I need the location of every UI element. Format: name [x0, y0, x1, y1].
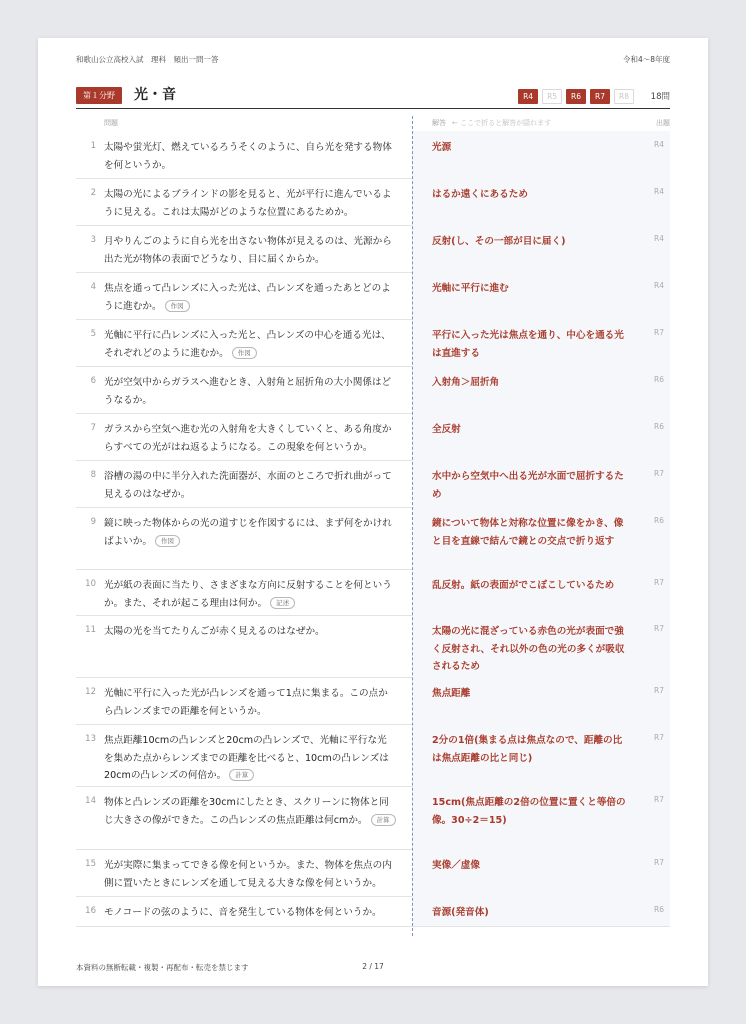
question-number: 8 — [90, 470, 96, 480]
copyright-notice: 本資料の無断転載・複製・再配布・転売を禁じます — [76, 963, 249, 972]
question-text-cell — [104, 468, 396, 503]
table-row — [76, 413, 670, 461]
question-text: ガラスから空気へ進む光の入射角を大きくしていくと、ある角度からすべての光がはね返るようになる。この現象を何というか。 — [104, 424, 392, 453]
page-number: 2 / 17 — [362, 962, 384, 971]
question-number: 10 — [85, 579, 96, 589]
question-number: 15 — [85, 859, 96, 869]
question-text: 光が実際に集まってできる像を何というか。また、物体を焦点の内側に置いたときにレンズを通して見える大きな像を何というか。 — [104, 860, 392, 889]
exam-year: R7 — [654, 686, 664, 695]
exam-year: R4 — [654, 140, 664, 149]
question-text: 光が空気中からガラスへ進むとき、入射角と屈折角の大小関係はどうなるか。 — [104, 377, 392, 406]
table-row — [76, 896, 670, 927]
table-row — [76, 849, 670, 897]
question-text: 月やりんごのように自ら光を出さない物体が見えるのは、光源から出た光が物体の表面でどうなり、目に届くからか。 — [104, 236, 392, 265]
exam-year: R7 — [654, 624, 664, 633]
question-number: 12 — [85, 687, 96, 697]
exam-year: R4 — [654, 234, 664, 243]
question-text-cell — [104, 904, 396, 922]
answer-text: 乱反射。紙の表面がでこぼこしているため — [432, 580, 615, 591]
answer-text: はるか遠くにあるため — [432, 189, 528, 200]
fold-hint: ← ここで折ると解答が隠れます — [452, 119, 552, 127]
answer-text: 入射角＞屈折角 — [432, 377, 500, 388]
table-row — [76, 460, 670, 508]
exam-year: R7 — [654, 733, 664, 742]
year-tag-r6: R6 — [566, 89, 586, 104]
question-number: 3 — [90, 235, 96, 245]
column-header-answer-label: 解答 — [432, 119, 446, 127]
table-row — [76, 677, 670, 725]
question-number: 2 — [90, 188, 96, 198]
question-text-cell — [104, 374, 396, 409]
question-text: 焦点距離10cmの凸レンズと20cmの凸レンズで、光軸に平行な光を集めた点からレンズまでの距離を比べると、10cmの凸レンズは20cmの凸レンズの何倍か。 — [104, 735, 389, 781]
answer-text: 実像／虚像 — [432, 860, 480, 871]
answer-text: 水中から空気中へ出る光が水面で屈折するため — [432, 471, 624, 500]
table-row — [76, 272, 670, 320]
question-text-cell — [104, 515, 396, 550]
table-row — [76, 131, 670, 179]
table-row — [76, 366, 670, 414]
answer-text: 全反射 — [432, 424, 461, 435]
year-tag-r5: R5 — [542, 89, 562, 104]
exam-year: R7 — [654, 469, 664, 478]
question-text-cell — [104, 794, 396, 829]
answer-text: 音源(発音体) — [432, 907, 489, 918]
column-header-answer — [432, 118, 551, 128]
question-number: 1 — [90, 141, 96, 151]
answer-text: 反射(し、その一部が目に届く) — [432, 236, 566, 247]
question-text: 光軸に平行に凸レンズに入った光と、凸レンズの中心を通る光は、それぞれどのように進むか。 — [104, 330, 391, 359]
exam-year: R6 — [654, 905, 664, 914]
question-text: 物体と凸レンズの距離を30cmにしたとき、スクリーンに物体と同じ大きさの像ができた。この凸レンズの焦点距離は何cmか。 — [104, 797, 389, 826]
question-text-cell — [104, 186, 396, 221]
question-type-tag: 計算 — [371, 814, 396, 826]
table-row — [76, 569, 670, 616]
question-text-cell — [104, 577, 396, 612]
question-text: 光が紙の表面に当たり、さまざまな方向に反射することを何というか。また、それが起こる理由は何か。 — [104, 580, 392, 609]
question-type-tag: 作図 — [155, 535, 180, 547]
question-count: 18問 — [650, 92, 670, 102]
table-row — [76, 319, 670, 367]
answer-text: 平行に入った光は焦点を通り、中心を通る光は直進する — [432, 330, 624, 359]
question-text-cell — [104, 623, 396, 641]
question-text-cell — [104, 233, 396, 268]
exam-year: R6 — [654, 516, 664, 525]
question-text: モノコードの弦のように、音を発生している物体を何というか。 — [104, 907, 382, 918]
document-header-years: 令和4～8年度 — [622, 55, 670, 64]
question-text: 焦点を通って凸レンズに入った光は、凸レンズを通ったあとどのように進むか。 — [104, 283, 391, 312]
table-row — [76, 724, 670, 787]
question-text-cell — [104, 280, 396, 315]
question-text-cell — [104, 857, 396, 892]
question-number: 9 — [90, 517, 96, 527]
worksheet-page — [38, 38, 708, 986]
exam-year: R7 — [654, 328, 664, 337]
column-header-question — [104, 118, 118, 128]
question-text: 太陽の光によるブラインドの影を見ると、光が平行に進んでいるように見える。これは太陽がどのような位置にあるためか。 — [104, 189, 392, 218]
question-number: 4 — [90, 282, 96, 292]
question-type-tag: 計算 — [229, 769, 254, 781]
table-row — [76, 178, 670, 226]
fold-line — [412, 116, 413, 936]
question-text-cell — [104, 732, 396, 785]
exam-year: R7 — [654, 578, 664, 587]
year-tags — [518, 89, 634, 104]
exam-year: R4 — [654, 187, 664, 196]
exam-year: R4 — [654, 281, 664, 290]
question-type-tag: 作図 — [165, 300, 190, 312]
question-text: 太陽や蛍光灯、燃えているろうそくのように、自ら光を発する物体を何というか。 — [104, 142, 392, 171]
section-title: 光・音 — [134, 87, 176, 103]
table-row — [76, 615, 670, 678]
exam-year: R6 — [654, 422, 664, 431]
table-row — [76, 507, 670, 570]
section-title-row — [76, 86, 670, 109]
question-text-cell — [104, 685, 396, 720]
column-header-question-label: 問題 — [104, 119, 118, 127]
question-number: 11 — [85, 625, 96, 635]
question-number: 7 — [90, 423, 96, 433]
question-text-cell — [104, 421, 396, 456]
table-row — [76, 225, 670, 273]
answer-text: 2分の1倍(集まる点は焦点なので、距離の比は焦点距離の比と同じ) — [432, 735, 623, 764]
exam-year: R7 — [654, 795, 664, 804]
document-header-title: 和歌山公立高校入試 理科 頻出一問一答 — [76, 55, 219, 64]
question-number: 13 — [85, 734, 96, 744]
exam-year: R6 — [654, 375, 664, 384]
question-number: 14 — [85, 796, 96, 806]
question-number: 6 — [90, 376, 96, 386]
question-text: 浴槽の湯の中に半分入れた洗面器が、水面のところで折れ曲がって見えるのはなぜか。 — [104, 471, 392, 500]
question-type-tag: 記述 — [270, 597, 295, 609]
question-number: 16 — [85, 906, 96, 916]
question-type-tag: 作図 — [232, 347, 257, 359]
question-number: 5 — [90, 329, 96, 339]
answer-text: 光源 — [432, 142, 452, 153]
answer-text: 鏡について物体と対称な位置に像をかき、像と目を直線で結んで鏡との交点で折り返す — [432, 518, 624, 547]
exam-year: R7 — [654, 858, 664, 867]
answer-text: 15cm(焦点距離の2倍の位置に置くと等倍の像。30÷2＝15) — [432, 797, 626, 826]
question-text-cell — [104, 327, 396, 362]
table-row — [76, 786, 670, 850]
column-header-year: 出題 — [656, 119, 670, 127]
year-tag-r7: R7 — [590, 89, 610, 104]
answer-text: 光軸に平行に進む — [432, 283, 509, 294]
question-text: 鏡に映った物体からの光の道すじを作図するには、まず何をかければよいか。 — [104, 518, 392, 547]
question-text-cell — [104, 139, 396, 174]
year-tag-r8: R8 — [614, 89, 634, 104]
field-badge: 第１分野 — [76, 87, 122, 104]
answer-text: 焦点距離 — [432, 688, 471, 699]
year-tag-r4: R4 — [518, 89, 538, 104]
answer-text: 太陽の光に混ざっている赤色の光が表面で強く反射され、それ以外の色の光の多くが吸収されるため — [432, 626, 625, 672]
question-text: 太陽の光を当てたりんごが赤く見えるのはなぜか。 — [104, 626, 325, 637]
question-text: 光軸に平行に入った光が凸レンズを通って1点に集まる。この点から凸レンズまでの距離を何というか。 — [104, 688, 388, 717]
